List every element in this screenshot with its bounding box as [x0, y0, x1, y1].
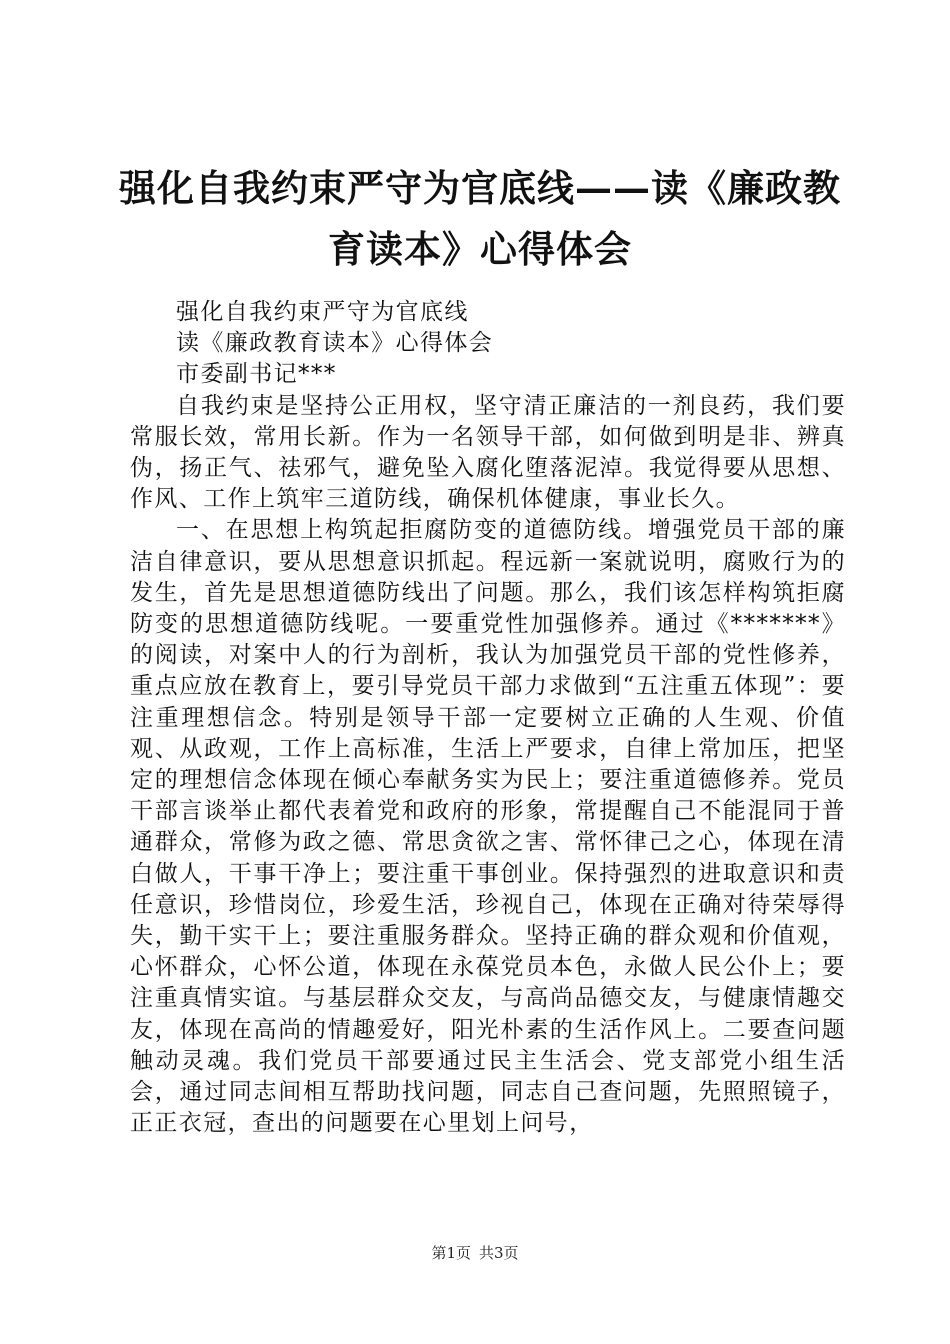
- page-number: 第1页: [431, 1244, 471, 1262]
- document-body: [130, 297, 846, 1139]
- body-paragraph: 自我约束是坚持公正用权，坚守清正廉洁的一剂良药，我们要常服长效，常用长新。作为一名领导干部，如何做到明是非、辨真伪，扬正气、祛邪气，避免坠入腐化堕落泥淖。我觉得要从思想、作风、工作上筑牢三道防线，确保机体健康，事业长久。: [130, 392, 846, 513]
- document-title: 强化自我约束严守为官底线——读《廉政教育读本》心得体会: [119, 166, 841, 271]
- subtitle-line: 强化自我约束严守为官底线: [176, 299, 469, 325]
- author-line: 市委副书记***: [176, 361, 337, 388]
- subtitle-line: 读《廉政教育读本》心得体会: [176, 330, 494, 357]
- page-total: 共3页: [479, 1244, 519, 1262]
- body-paragraph: 一、在思想上构筑起拒腐防变的道德防线。增强党员干部的廉洁自律意识，要从思想意识抓起。程远新一案就说明，腐败行为的发生，首先是思想道德防线出了问题。那么，我们该怎样构筑拒腐防变的思想道德防线呢。一要重党性加强修养。通过《*******》的阅读，对案中人的行为剖析，我认为加强党员干部的党性修养，重点应放在教育上，要引导党员干部力求做到“五注重五体现”：要注重理想信念。特别是领导干部一定要树立正确的人生观、价值观、从政观，工作上高标准，生活上严要求，自律上常加压，把坚定的理想信念体现在倾心奉献务实为民上；要注重道德修养。党员干部言谈举止都代表着党和政府的形象，常提醒自己不能混同于普通群众，常修为政之德、常思贪欲之害、常怀律己之心，体现在清白做人，干事干净上；要注重干事创业。保持强烈的进取意识和责任意识，珍惜岗位，珍爱生活，珍视自己，体现在正确对待荣辱得失，勤干实干上；要注重服务群众。坚持正确的群众观和价值观，心怀群众，心怀公道，体现在永葆党员本色，永做人民公仆上；要注重真情实谊。与基层群众交友，与高尚品德交友，与健康情趣交友，体现在高尚的情趣爱好，阳光朴素的生活作风上。二要查问题触动灵魂。我们党员干部要通过民主生活会、党支部党小组生活会，通过同志间相互帮助找问题，同志自己查问题，先照照镜子，正正衣冠，查出的问题要在心里划上问号，: [130, 517, 846, 1137]
- page-footer: [0, 1243, 950, 1263]
